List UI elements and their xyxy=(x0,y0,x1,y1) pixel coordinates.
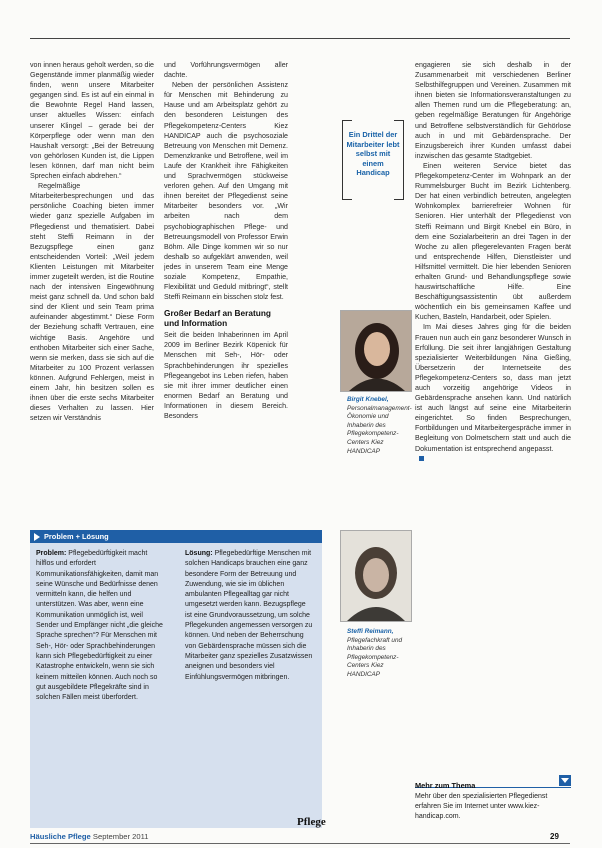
solution-column xyxy=(185,549,313,683)
magazine-name: Häusliche Pflege xyxy=(30,832,91,841)
page-footer xyxy=(30,832,149,841)
problem-text: Pflegebedürftigkeit macht hilflos und erfordert Kommunikationsfähigkeiten, damit man seine Wünsche und Bedürfnisse denen vermitteln kann, die helfen und unterstützen. Was aber, wenn eine Kommunikation unmöglich ist, weil Sender und Empfänger nicht „die gleiche Sprache sprechen“? Für Menschen mit Seh-, Hör- oder Sprachbehinderungen kann sich Pflegebedürftigkeit zu einer Katastrophe entwickeln, wenn sie sich keinem mitteilen können. Auch noch so gut ausgebildete Pflegekräfte sind in solchen Fällen meist überfordert. xyxy=(36,550,163,702)
more-info-title: Mehr zum Thema xyxy=(415,781,476,790)
issue-date: September 2011 xyxy=(92,832,149,841)
portrait-image-icon xyxy=(341,311,411,391)
caption-name: Birgit Knebel, xyxy=(347,396,389,403)
top-rule xyxy=(30,38,570,39)
problem-solution-header xyxy=(30,530,322,543)
end-mark-icon xyxy=(419,456,424,461)
more-info-text: Mehr über den spezialisierten Pflegedienst erfahren Sie im Internet unter www.kiez-handicap.com. xyxy=(415,793,548,820)
photo-caption-birgit xyxy=(347,396,413,456)
more-info-box xyxy=(415,775,571,822)
article-column-2 xyxy=(164,60,288,526)
pull-quote-text: Ein Drittel der Mitarbeiter lebt selbst mit einem Handicap xyxy=(346,130,400,178)
magazine-logo: Pflege xyxy=(297,816,326,828)
article-column-1 xyxy=(30,60,154,526)
page-number: 29 xyxy=(550,832,559,841)
article-paragraph: von innen heraus geholt werden, so die Gegenstände immer planmäßig wieder finden, wenn unsere Mitarbeiter gegangen sind. Es ist auf ein einmal in die Bewohnte Regel Hand lassen, unser aktuelles Wissen: einfach unserer Klingel – gerade bei der Körperpflege oder wenn man den Haushalt versorgt: „Bei der Betreuung von gehörlosen Kunden ist, die Lippen lesen können, darf man nicht beim Sprechen einfach abdrehen.“ xyxy=(30,61,154,181)
photo-caption-steffi xyxy=(347,628,413,680)
subheading: Großer Bedarf an Beratung und Information xyxy=(164,308,271,329)
article-paragraph: engagieren sie sich deshalb in der Zusammenarbeit mit verschiedenen Berliner Selbsthilfegruppen und Vereinen. Zusammen mit ihnen bieten sie Informationsveranstaltungen zu allen Themen rund um die Pflegeberatung: an, geben regelmäßige Beratungen für Angehörige und Betroffene selbstverständlich für Gehörlose auch in und mit Gebärdensprache. Der Einzugsbereich ihrer Kunden umfasst dabei inzwischen das gesamte Stadtgebiet. xyxy=(415,61,571,160)
solution-text: Pflegebedürftige Menschen mit solchen Handicaps brauchen eine ganz besondere Form der Betreuung und Zuwendung, wie sie im üblichen ambulanten Pflegealltag gar nicht umgesetzt werden kann. Bezugspflege ist eine Grundvoraussetzung, um solche Pflegekunden angemessen versorgen zu können. Und neben der Beherrschung von Gebärdensprache müssen sich die Mitarbeiter ganz spezielles Zusatzwissen aneignen und besonders viel Einfühlungsvermögen mitbringen. xyxy=(185,550,313,681)
caption-text: Pflegefachkraft und Inhaberin des Pflegekompetenz-Centers Kiez HANDICAP xyxy=(347,636,403,678)
article-paragraph: Im Mai dieses Jahres ging für die beiden Frauen nun auch ein ganz besonderer Wunsch in Erfüllung. Die seit ihrer langjährigen Gestaltung spezialisierter Weiterbildungen Nina Gießing, Übersetzerin der Internetseite des Pflegekompetenz-Centers so, dass man jetzt auch vorzeitig angehörige Videos in Gebärdensprache ansehen kann. Und natürlich ist auch längst auf seine eine Mitarbeiterin eingerichtet. So finden Besprechungen, Fortbildungen und Mitarbeitergespräche immer in Begleitung von Dolmetschern statt und auch die Dokumentation ist entsprechend angepasst. xyxy=(415,323,571,453)
bottom-rule xyxy=(30,843,570,844)
triangle-right-icon xyxy=(34,533,40,541)
caption-name: Steffi Reimann, xyxy=(347,628,394,635)
article-paragraph: Regelmäßige Mitarbeiterbesprechungen und das persönliche Coaching bieten immer wieder ganz spezielle Aufgaben im Pflegedienst und thematisiert. Dabei steht Steffi Reimann in der Bezugspflege einen ganz entscheidenden Vorteil: „Weil jedem Klienten Leistungen mit Mitarbeiter immer zugeteilt werden, ist die Routine nach der intensiven Eingewöhnung meist ganz schnell da. Und schon bald sind der Klient und sein Team prima aufeinander abgestimmt.“ Diese Form der Beziehung schafft Vertrauen, eine wichtige Basis. Angehöre und enthoben Mitarbeiter sich einer Sache, wenn sie merken, dass sie sich auf die Mitarbeiter zu 100 Prozent verlassen können. Aufgrund Fehlergen, meist in einem Jahr, hin besitzen sollen es ihnen über die erste sechs Mitarbeiter dieses Verhalten zu lassen. Hier setzen wir Verständnis xyxy=(30,182,154,423)
quote-bracket xyxy=(394,120,404,121)
article-paragraph: Einen weiteren Service bietet das Pflegekompetenz-Center im Wohnpark an der Rummelsburger Bucht im Bezirk Lichtenberg. Der hat einen verbindlich betreuten, angelegten Wohnkomplex barrierefreier Wohnen für Senioren. Hier unterhält der Pflegedienst von Steffi Reimann und Birgit Knebel ein Büro, in dem eine Sozialarbeiterin an drei Tagen in der Woche zu allen pflegerelevanten Fragen berät und entsprechende Hilfen, Dienstleister und Hilfsmittel vermittelt. Die hier lebenden Senioren erhalten Grund- und Behandlungspflege sowie hauswirtschaftliche Hilfe. Eine Beschäftigungsassistentin übt außerdem wöchentlich ein bis gemeinsamen Kaffee und Kuchen, Basteln, Handarbeit, oder Spielen. xyxy=(415,161,571,322)
quote-bracket xyxy=(394,199,404,200)
portrait-image-icon xyxy=(341,531,411,621)
chevron-down-icon xyxy=(559,775,571,786)
box-title: Problem + Lösung xyxy=(44,532,109,541)
article-column-3 xyxy=(415,60,571,660)
problem-column xyxy=(36,549,164,703)
article-paragraph: Neben der persönlichen Assistenz für Menschen mit Behinderung zu Hause und am Arbeitsplatz gehört zu den besonderen Leistungen des Pflegekompetenz-Centers Kiez HANDICAP auch die psychosoziale Betreuung von Menschen mit Demenz. Demenzkranke und Betroffene, weil im Laufe der Krankheit ihre Fähigkeiten und Sprachvermögen stückweise verloren gehen. Auf den Umgang mit ihnen bereitet der Pflegedienst seine Mitarbeiter besonders vor. „Wir arbeiten nach dem psychobiographischen Pflege- und Betreuungsmodell von Professor Erwin Böhm. Alle Dinge kommen wir so nur deshalb so aufgeklärt anwenden, weil jedes in unserem Team eine Menge soziale Kompetenz, Empathie, Flexibilität und Geduld mitbringt“, stellt Steffi Reimann ein bisschen stolz fest. xyxy=(164,81,288,302)
article-paragraph: und Vorführungsvermögen aller dachte. xyxy=(164,61,288,80)
quote-bracket xyxy=(342,199,352,200)
solution-label: Lösung: xyxy=(185,550,213,557)
caption-text: Personalmanagement-Ökonomie und Inhaberin des Pflegekompetenz-Centers Kiez HANDICAP xyxy=(347,404,412,455)
article-paragraph: Seit die beiden Inhaberinnen im April 2009 im Berliner Bezirk Köpenick für Menschen mit Seh-, Hör- oder Sprachbehinderungen ihr spezielles Pflegeangebot ins Leben riefen, haben sie mit ihrer immer deutlicher einen enormen Bedarf an Beratung und Informationen in diesem Bereich. Besonders xyxy=(164,331,288,420)
more-info-header xyxy=(415,775,571,788)
portrait-photo-steffi xyxy=(340,530,412,622)
quote-bracket xyxy=(342,120,352,121)
portrait-photo-birgit xyxy=(340,310,412,392)
problem-label: Problem: xyxy=(36,550,67,557)
pull-quote xyxy=(342,120,404,200)
